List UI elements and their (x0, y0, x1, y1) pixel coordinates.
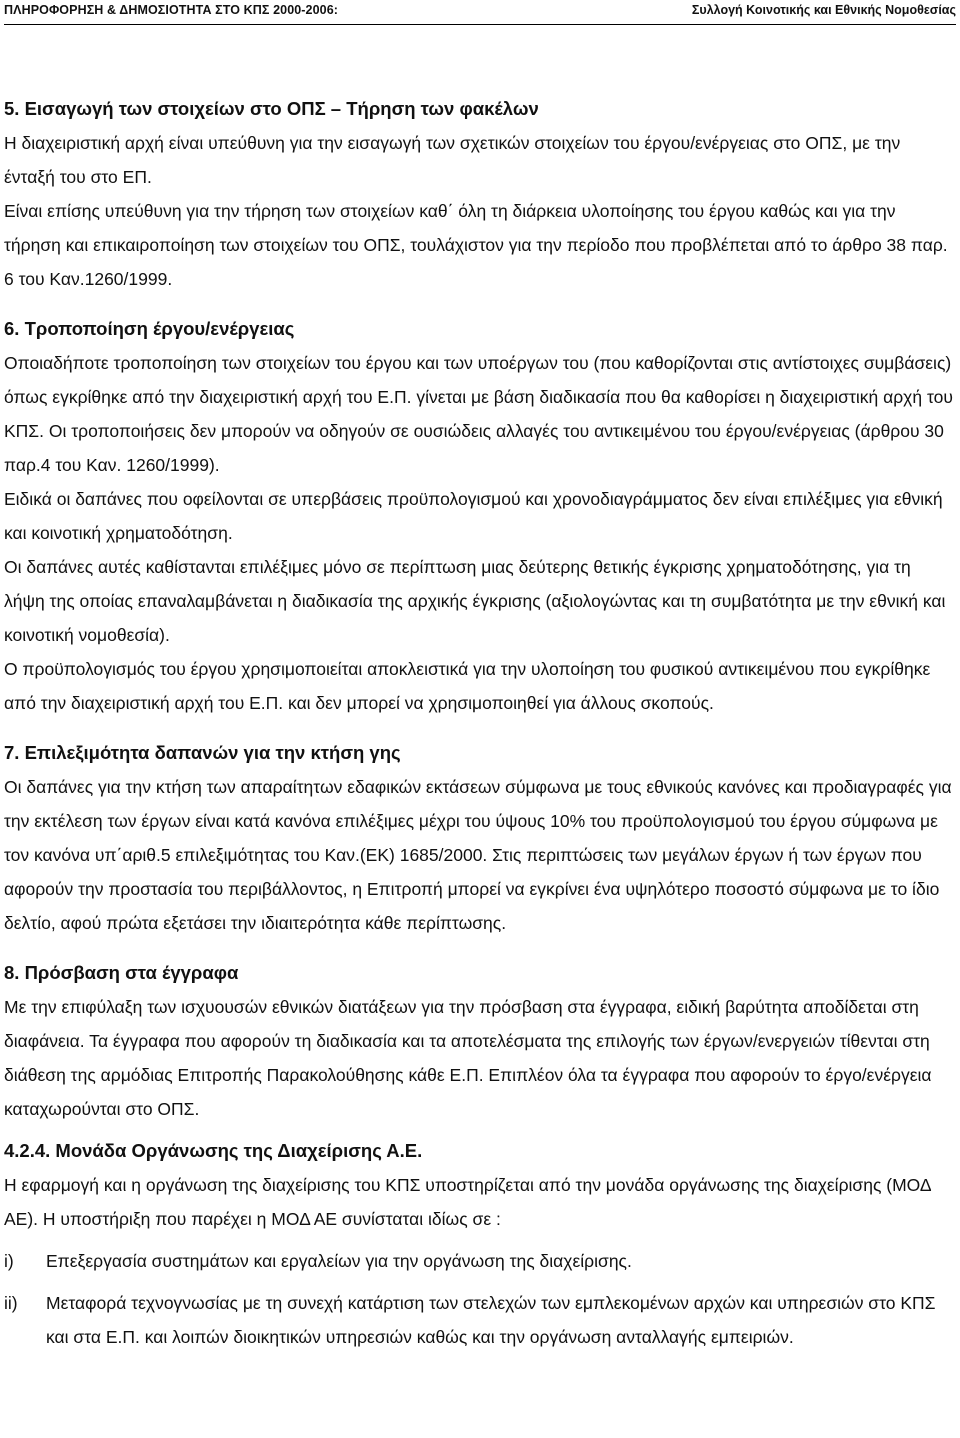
section-7-heading: 7. Επιλεξιμότητα δαπανών για την κτήση γης (4, 742, 401, 763)
list-item-number: i) (4, 1251, 14, 1271)
list-item-text: Επεξεργασία συστημάτων και εργαλείων για την οργάνωση της διαχείρισης. (46, 1251, 632, 1271)
section-6-paragraph-2: Ειδικά οι δαπάνες που οφείλονται σε υπερβάσεις προϋπολογισμού και χρονοδιαγράμματος δεν είναι επιλέξιμες για εθνική και κοινοτική χρηματοδότηση. (4, 489, 943, 543)
section-6-paragraph-3: Οι δαπάνες αυτές καθίστανται επιλέξιμες μόνο σε περίπτωση μιας δεύτερης θετικής έγκρισης χρηματοδότησης, για τη λήψη της οποίας επαναλαμβάνεται η διαδικασία της αρχικής έγκρισης (αξιολογώντας και τη συμβατότητα με την εθνική και κοινοτική νομοθεσία). (4, 557, 946, 645)
page-header (4, 0, 956, 25)
section-6-heading: 6. Τροποποίηση έργου/ενέργειας (4, 318, 295, 339)
list-item-number: ii) (4, 1293, 18, 1313)
section-6-paragraph-1: Οποιαδήποτε τροποποίηση των στοιχείων του έργου και των υποέργων του (που καθορίζονται στις αντίστοιχες συμβάσεις) όπως εγκρίθηκε από την διαχειριστική αρχή του Ε.Π. γίνεται με βάση διαδικασία που θα καθορίσει η διαχειριστική αρχή του ΚΠΣ. Οι τροποποιήσεις δεν μπορούν να οδηγούν σε ουσιώδεις αλλαγές του αντικειμένου του έργου/ενέργειας (άρθρου 30 παρ.4 του Καν. 1260/1999). (4, 353, 953, 475)
list-item-text: Μεταφορά τεχνογνωσίας με τη συνεχή κατάρτιση των στελεχών των εμπλεκομένων αρχών και υπηρεσιών στο ΚΠΣ και στα Ε.Π. και λοιπών διοικητικών υπηρεσιών καθώς και την οργάνωση ανταλλαγής εμπειριών. (46, 1293, 936, 1347)
section-4-2-4-heading: 4.2.4. Μονάδα Οργάνωσης της Διαχείρισης Α.Ε. (4, 1140, 423, 1161)
section-5-heading: 5. Εισαγωγή των στοιχείων στο ΟΠΣ – Τήρηση των φακέλων (4, 98, 539, 119)
section-8-paragraph-1: Με την επιφύλαξη των ισχυουσών εθνικών διατάξεων για την πρόσβαση στα έγγραφα, ειδική βαρύτητα αποδίδεται στη διαφάνεια. Τα έγγραφα που αφορούν τη διαδικασία και τα αποτελέσματα της επιλογής των έργων/ενεργειών τίθενται στη διάθεση της αρμόδιας Επιτροπής Παρακολούθησης κάθε Ε.Π. Επιπλέον όλα τα έγγραφα που αφορούν το έργο/ενέργεια καταχωρούνται στο ΟΠΣ. (4, 997, 932, 1119)
section-6-paragraph-4: Ο προϋπολογισμός του έργου χρησιμοποιείται αποκλειστικά για την υλοποίηση του φυσικού αντικειμένου που εγκρίθηκε από την διαχειριστική αρχή του Ε.Π. και δεν μπορεί να χρησιμοποιηθεί για άλλους σκοπούς. (4, 659, 931, 713)
document-body (4, 92, 954, 1354)
section-4-2-4-paragraph-1: Η εφαρμογή και η οργάνωση της διαχείρισης του ΚΠΣ υποστηρίζεται από την μονάδα οργάνωσης της διαχείρισης (ΜΟΔ ΑΕ). Η υποστήριξη που παρέχει η ΜΟΔ ΑΕ συνίσταται ιδίως σε : (4, 1175, 931, 1229)
header-collection-title: Συλλογή Κοινοτικής και Εθνικής Νομοθεσίας (691, 3, 956, 17)
section-5-paragraph-1: Η διαχειριστική αρχή είναι υπεύθυνη για την εισαγωγή των σχετικών στοιχείων του έργου/ενέργειας στο ΟΠΣ, με την ένταξή του στο ΕΠ. (4, 133, 901, 187)
section-8-heading: 8. Πρόσβαση στα έγγραφα (4, 962, 239, 983)
header-publication-title: ΠΛΗΡΟΦΟΡΗΣΗ & ΔΗΜΟΣΙΟΤΗΤΑ ΣΤΟ ΚΠΣ 2000-2006: (4, 3, 339, 17)
list-item (4, 1286, 954, 1354)
section-5-paragraph-2: Είναι επίσης υπεύθυνη για την τήρηση των στοιχείων καθ΄ όλη τη διάρκεια υλοποίησης του έργου καθώς και για την τήρηση και επικαιροποίηση των στοιχείων του ΟΠΣ, τουλάχιστον για την περίοδο που προβλέπεται από το άρθρο 38 παρ. 6 του Καν.1260/1999. (4, 201, 948, 289)
list-item (4, 1244, 954, 1278)
section-7-paragraph-1: Οι δαπάνες για την κτήση των απαραίτητων εδαφικών εκτάσεων σύμφωνα με τους εθνικούς κανόνες και προδιαγραφές για την εκτέλεση των έργων είναι κατά κανόνα επιλέξιμες μέχρι του ύψους 10% του προϋπολογισμού του έργου σύμφωνα με τον κανόνα υπ΄αριθ.5 επιλεξιμότητας του Καν.(ΕΚ) 1685/2000. Στις περιπτώσεις των μεγάλων έργων ή των έργων που αφορούν την προστασία του περιβάλλοντος, η Επιτροπή μπορεί να εγκρίνει ένα υψηλότερο ποσοστό σύμφωνα με το ίδιο δελτίο, αφού πρώτα εξετάσει την ιδιαιτερότητα κάθε περίπτωσης. (4, 777, 952, 933)
